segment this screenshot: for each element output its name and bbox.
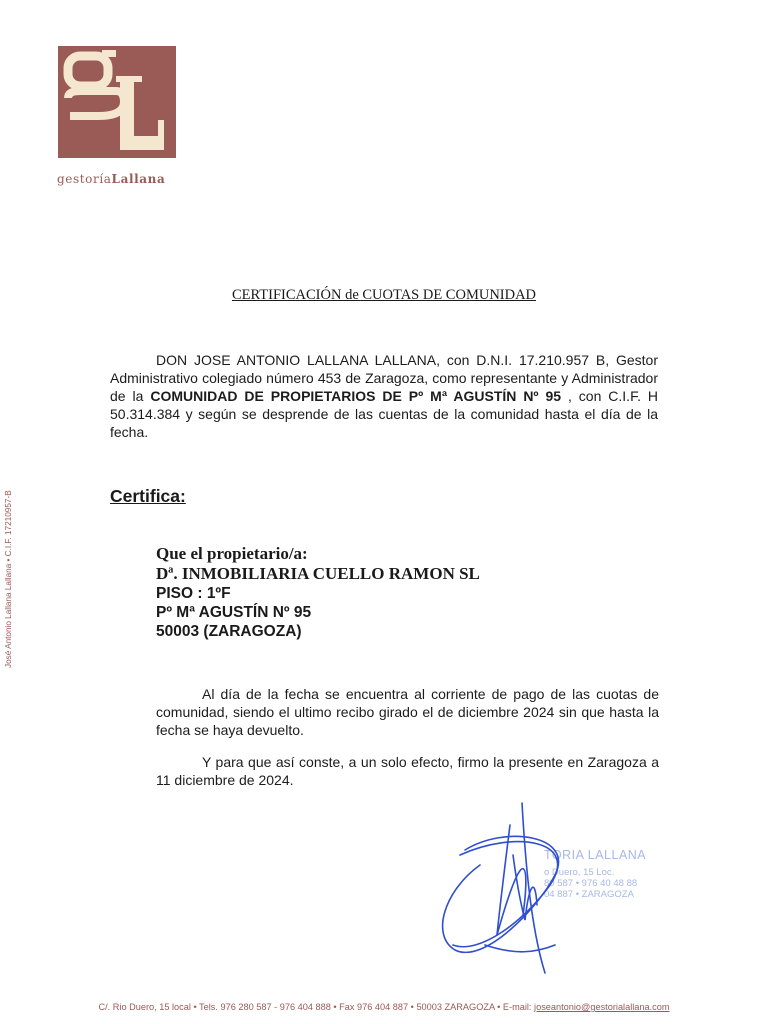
brand-name (57, 172, 165, 186)
owner-block (156, 544, 480, 641)
owner-street: Pº Mª AGUSTÍN Nº 95 (156, 604, 312, 621)
intro-paragraph (110, 351, 658, 441)
footer-contact (0, 1002, 768, 1012)
intro-text-2: , con C.I.F. H 50.314.384 y según se desprende de las cuentas de la comunidad hasta el día de la fecha. (110, 388, 659, 440)
signature (425, 795, 665, 985)
owner-floor: PISO : 1ºF (156, 585, 231, 602)
certifica-heading: Certifica: (110, 486, 186, 506)
status-text: Al día de la fecha se encuentra al corriente de pago de las cuotas de comunidad, siendo el ultimo recibo girado el de diciembre 2024 sin que hasta la fecha se haya devuelto. (156, 686, 659, 738)
footer-address: C/. Rio Duero, 15 local • Tels. 976 280 587 - 976 404 888 • Fax 976 404 887 • 50003 ZARAGOZA • E-mail: (98, 1002, 535, 1012)
logo-mark (58, 46, 176, 158)
stamp-title: TORIA LALLANA (544, 848, 647, 862)
stamp-line-2: 80 587 • 976 40 48 88 (544, 878, 638, 889)
side-registration-text: José Antonio Lallana Lallana • C.I.F. 17210957-B (4, 490, 13, 668)
company-logo (58, 46, 176, 158)
stamp-line-3: 04 887 • ZARAGOZA (544, 889, 634, 900)
owner-city: 50003 (ZARAGOZA) (156, 623, 302, 640)
footer-email[interactable]: joseantonio@gestorialallana.com (534, 1002, 670, 1012)
community-name: COMUNIDAD DE PROPIETARIOS DE Pº Mª AGUSTÍN Nº 95 (150, 388, 562, 404)
status-paragraph (156, 685, 659, 739)
closing-text: Y para que así conste, a un solo efecto, firmo la presente en Zaragoza a 11 diciembre de 2024. (156, 754, 659, 788)
closing-paragraph (156, 753, 659, 789)
stamp-line-1: o Duero, 15 Loc. (544, 867, 615, 878)
document-title: CERTIFICACIÓN de CUOTAS DE COMUNIDAD (231, 287, 537, 303)
brand-name-prefix: gestoría (57, 172, 112, 186)
owner-name: Dª. INMOBILIARIA CUELLO RAMON SL (156, 564, 480, 583)
intro-text-1: DON JOSE ANTONIO LALLANA LALLANA, con D.N.I. 17.210.957 B, Gestor Administrativo colegiado número 453 de Zaragoza, como representante y Administrador de la (110, 352, 658, 404)
brand-name-suffix: Lallana (111, 172, 166, 186)
owner-intro: Que el propietario/a: (156, 544, 308, 563)
